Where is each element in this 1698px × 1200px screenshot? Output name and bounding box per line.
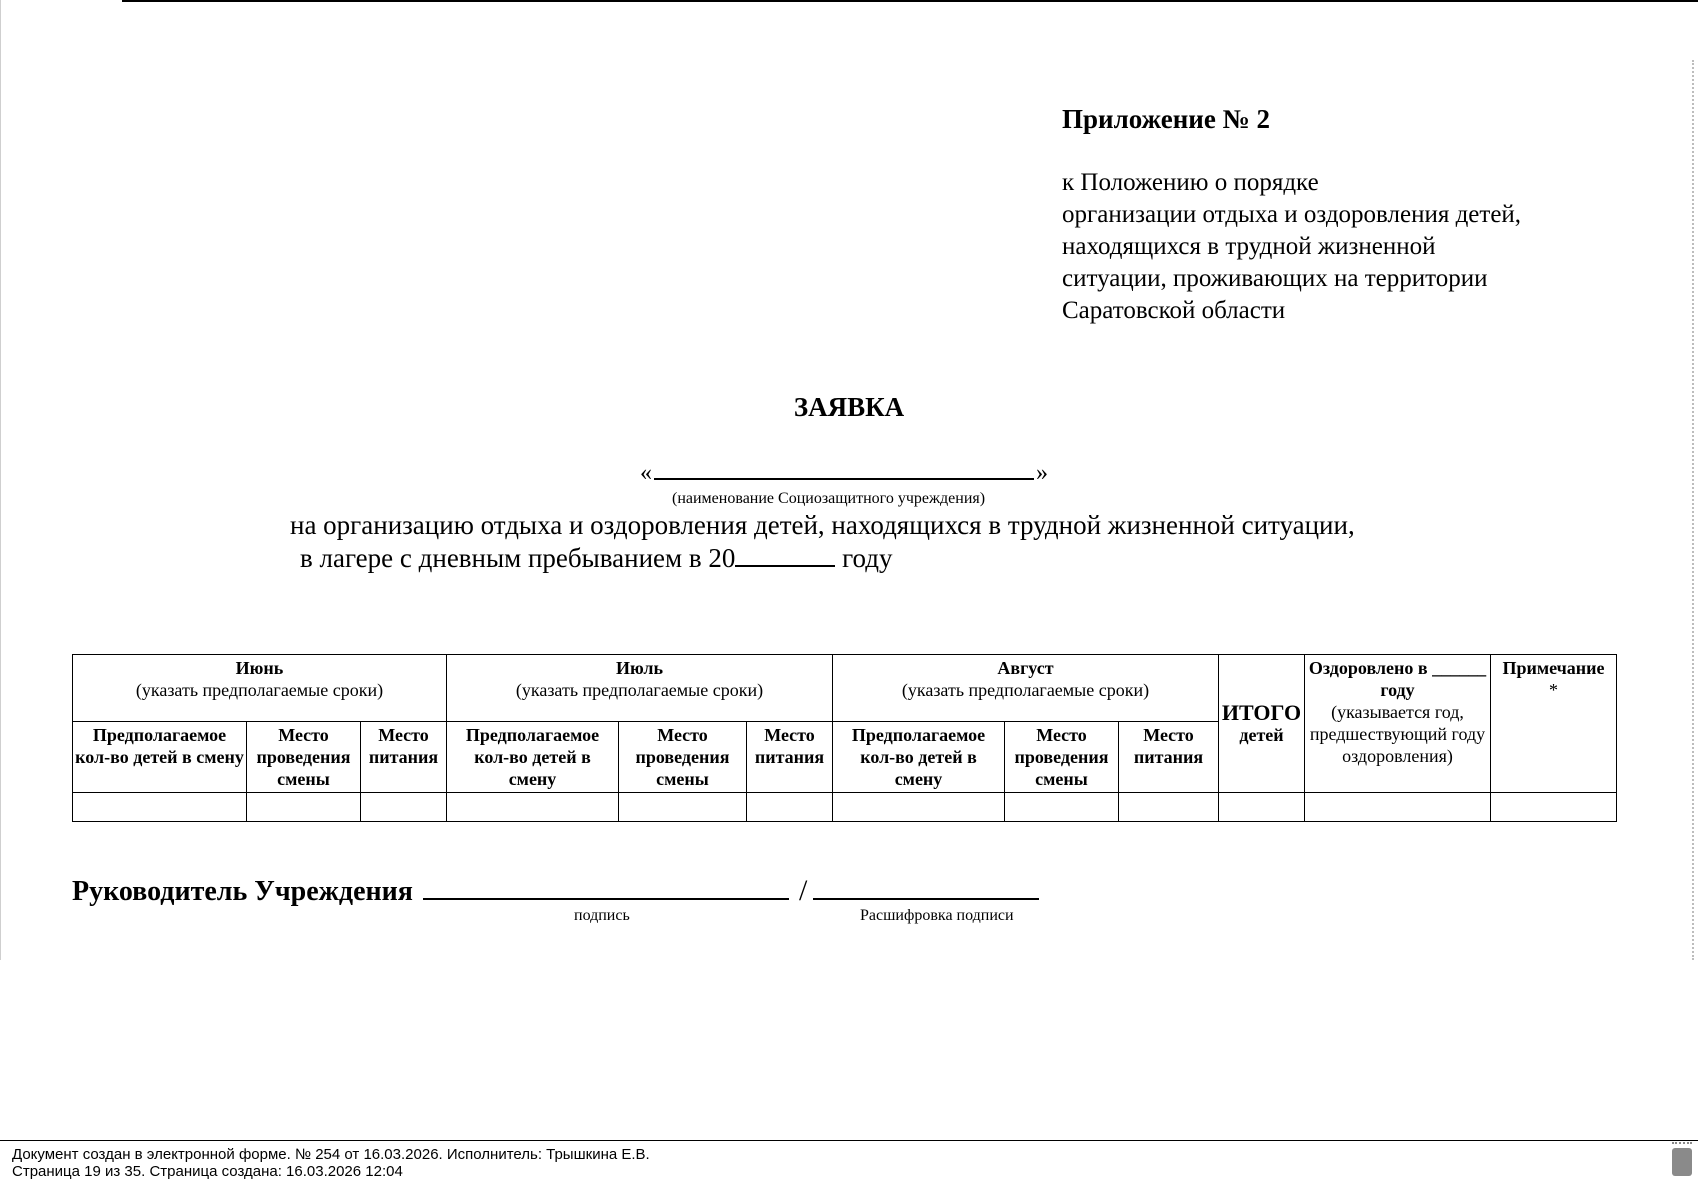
annex-line-2: организации отдыха и оздоровления детей,	[1062, 201, 1522, 228]
june-food-cell[interactable]	[361, 793, 447, 822]
form-title: ЗАЯВКА	[793, 392, 905, 422]
footer	[12, 1146, 650, 1180]
july-food-cell[interactable]	[747, 793, 833, 822]
org-name-blank[interactable]	[654, 458, 1034, 480]
june-place-cell[interactable]	[247, 793, 361, 822]
slash: /	[798, 874, 808, 907]
total-sub: детей	[1239, 724, 1284, 745]
quote-close: »	[1036, 460, 1048, 486]
june-count-cell[interactable]	[73, 793, 247, 822]
july-food-header: Место питания	[747, 722, 833, 793]
month-header-july	[447, 655, 833, 722]
annex-title: Приложение № 2	[1062, 104, 1270, 134]
healed-header	[1305, 655, 1491, 793]
august-count-cell[interactable]	[833, 793, 1005, 822]
annex-block	[1062, 104, 1622, 327]
request-table	[72, 654, 1617, 822]
july-count-header: Предполагаемое кол-во детей в смену	[447, 722, 619, 793]
table-row	[73, 793, 1617, 822]
purpose-line-2-suffix: году	[842, 543, 893, 573]
org-name-caption: (наименование Социозащитного учреждения)	[672, 490, 986, 507]
remark-header	[1491, 655, 1617, 793]
signature-caption: подпись	[574, 907, 630, 924]
june-count-header: Предполагаемое кол-во детей в смену	[73, 722, 247, 793]
electronic-seal-icon	[1672, 1148, 1692, 1176]
remark-mark: *	[1549, 680, 1558, 700]
head-signature-line	[72, 872, 1039, 908]
annex-line-5: Саратовской области	[1062, 297, 1286, 324]
total-header	[1219, 655, 1305, 793]
july-count-cell[interactable]	[447, 793, 619, 822]
august-food-cell[interactable]	[1119, 793, 1219, 822]
footer-divider	[0, 1140, 1698, 1141]
remark-title: Примечание	[1502, 658, 1605, 678]
total-cell[interactable]	[1219, 793, 1305, 822]
remark-cell[interactable]	[1491, 793, 1617, 822]
annex-line-4: ситуации, проживающих на территории	[1062, 265, 1488, 292]
year-blank[interactable]	[735, 543, 835, 567]
quote-open: «	[640, 460, 652, 486]
month-name: Август	[997, 658, 1054, 678]
month-note: (указать предполагаемые сроки)	[135, 680, 384, 700]
signature-decode-caption: Расшифровка подписи	[860, 907, 1014, 924]
healed-title: Оздоровлено в ______ году	[1308, 658, 1487, 700]
purpose-line-2	[300, 543, 893, 574]
july-place-header: Место проведения смены	[619, 722, 747, 793]
august-place-header: Место проведения смены	[1005, 722, 1119, 793]
footer-line-2: Страница 19 из 35. Страница создана: 16.03.2026 12:04	[12, 1163, 403, 1180]
june-food-header: Место питания	[361, 722, 447, 793]
healed-cell[interactable]	[1305, 793, 1491, 822]
head-label: Руководитель Учреждения	[72, 876, 413, 907]
signature-decode-blank[interactable]	[813, 872, 1039, 900]
july-place-cell[interactable]	[619, 793, 747, 822]
signature-blank[interactable]	[423, 872, 789, 900]
top-border-line	[122, 0, 1698, 2]
footer-line-1: Документ создан в электронной форме. № 254 от 16.03.2026. Исполнитель: Трышкина Е.В.	[12, 1146, 650, 1163]
org-name-line	[640, 458, 1048, 487]
left-border-line	[0, 0, 1, 960]
august-place-cell[interactable]	[1005, 793, 1119, 822]
healed-note: (указывается год, предшествующий году оздоровления)	[1309, 702, 1486, 766]
month-note: (указать предполагаемые сроки)	[515, 680, 764, 700]
month-header-june	[73, 655, 447, 722]
annex-line-1: к Положению о порядке	[1062, 169, 1319, 196]
scan-edge-marks	[1690, 60, 1694, 960]
month-header-august	[833, 655, 1219, 722]
annex-line-3: находящихся в трудной жизненной	[1062, 233, 1436, 260]
june-place-header: Место проведения смены	[247, 722, 361, 793]
purpose-line-2-prefix: в лагере с дневным пребыванием в 20	[300, 543, 736, 573]
month-name: Июнь	[235, 658, 284, 678]
total-title: ИТОГО	[1221, 699, 1302, 725]
august-food-header: Место питания	[1119, 722, 1219, 793]
month-note: (указать предполагаемые сроки)	[901, 680, 1150, 700]
august-count-header: Предполагаемое кол-во детей в смену	[833, 722, 1005, 793]
purpose-line-1: на организацию отдыха и оздоровления детей, находящихся в трудной жизненной ситуации,	[290, 510, 1355, 540]
month-name: Июль	[616, 658, 663, 678]
